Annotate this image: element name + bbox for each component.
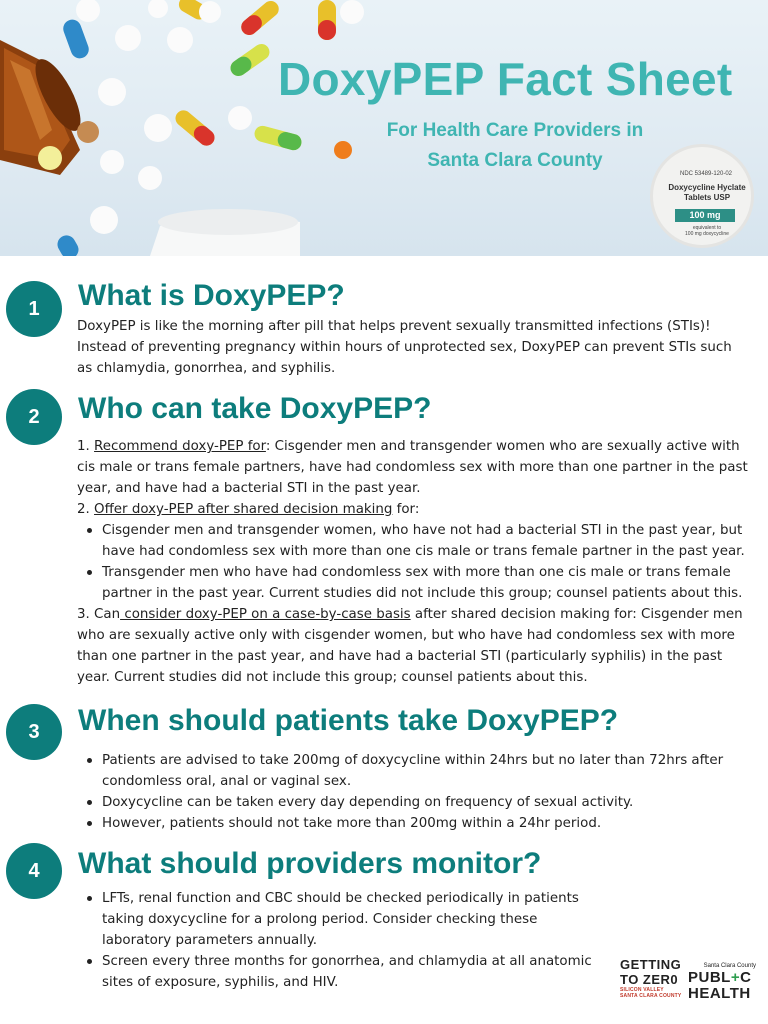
public-health-logo <box>688 962 756 1006</box>
section-3-title: When should patients take DoxyPEP? <box>78 704 619 737</box>
page-title: DoxyPEP Fact Sheet <box>278 53 733 105</box>
section-3-bullet-list <box>77 750 749 834</box>
bottle-equivalent-line-1: equivalent to <box>692 225 722 231</box>
bottle-equivalent <box>669 225 745 237</box>
gtz-line-4: SANTA CLARA COUNTY <box>620 993 682 999</box>
item-2-underlined: Offer doxy-PEP after shared decision making <box>94 502 393 517</box>
section-2-title: Who can take DoxyPEP? <box>78 392 432 425</box>
ph-county: Santa Clara County <box>703 963 756 969</box>
section-2-bullet-list <box>77 520 749 604</box>
section-4-number: 4 <box>6 843 62 899</box>
section-2-number: 2 <box>6 389 62 445</box>
gtz-line-1: GETTING <box>620 957 682 972</box>
section-1-number: 1 <box>6 281 62 337</box>
bottle-drug-name-line-1: Doxycycline Hyclate <box>668 183 746 192</box>
list-item: Screen every three months for gonorrhea, and chlamydia at all anatomic sites of exposure, syphilis, and HIV. <box>77 951 607 993</box>
tablet-icons <box>38 0 364 234</box>
gtz-line-2: TO ZER0 <box>620 972 679 987</box>
bottle-equivalent-line-2: 100 mg doxycycline <box>685 231 729 237</box>
section-4-title: What should providers monitor? <box>78 847 542 880</box>
item-3-underlined: consider doxy-PEP on a case-by-case basis <box>120 607 411 622</box>
item-3-prefix: 3. Can <box>77 607 121 622</box>
ph-health: HEALTH <box>688 985 751 1002</box>
item-2-prefix: 2. <box>77 502 95 517</box>
list-item: LFTs, renal function and CBC should be checked periodically in patients taking doxycycline for a prolong period. Consider checking these laboratory parameters annually. <box>77 888 607 951</box>
item-1-prefix: 1. <box>77 439 95 454</box>
section-2-item-2 <box>77 499 749 520</box>
list-item: Patients are advised to take 200mg of doxycycline within 24hrs but no later than 72hrs after condomless oral, anal or vaginal sex. <box>77 750 749 792</box>
section-4-body <box>77 888 607 993</box>
bottle-drug-name-line-2: Tablets USP <box>683 193 731 202</box>
ph-public-end: C <box>740 969 752 986</box>
gtz-line-3: SILICON VALLEY <box>620 987 664 993</box>
list-item: Doxycycline can be taken every day depending on frequency of sexual activity. <box>77 792 749 813</box>
item-1-text: : Cisgender men and transgender women who are sexually active with cis male or trans female partners, have had condomless sex with more than one partner in the past year, and have had a bacterial STI in the past year. <box>77 439 748 496</box>
header-banner <box>0 0 768 256</box>
list-item: Transgender men who have had condomless sex with more than one cis male or trans female partner in the past year. Current studies did not include this group; counsel patients about this. <box>77 562 749 604</box>
item-2-text: for: <box>392 502 420 517</box>
section-3-number: 3 <box>6 704 62 760</box>
bottle-dose: 100 mg <box>675 209 735 222</box>
section-1-body <box>77 316 749 379</box>
item-3-text: after shared decision making for: Cisgender men who are sexually active only with cisgender women, but who have had condomless sex with more than one partner in the past year, and have had a bacterial STI (particularly syphilis) in the past year. Current studies did not include this group; counsel patients about this. <box>77 607 743 685</box>
bottle-ndc: NDC 53489-120-02 <box>679 171 733 177</box>
section-2-item-3 <box>77 604 749 688</box>
doxycycline-bottle-label <box>650 144 754 248</box>
getting-to-zero-logo <box>620 957 682 1009</box>
subtitle-line-2: Santa Clara County <box>427 150 603 171</box>
plus-icon: + <box>730 969 741 986</box>
section-2-body <box>77 436 749 688</box>
section-4-bullet-list <box>77 888 607 993</box>
section-1-title: What is DoxyPEP? <box>78 279 345 312</box>
page-subtitle <box>345 116 685 176</box>
list-item: Cisgender men and transgender women, who have not had a bacterial STI in the past year, but have had condomless sex with more than one cis male or trans female partner in the past year. <box>77 520 749 562</box>
ph-public-start: PUBL <box>688 969 731 986</box>
section-2-item-1 <box>77 436 749 499</box>
subtitle-line-1: For Health Care Providers in <box>386 120 644 141</box>
ph-public <box>688 970 756 986</box>
section-3-body <box>77 750 749 834</box>
list-item: However, patients should not take more than 200mg within a 24hr period. <box>77 813 749 834</box>
section-1-paragraph: DoxyPEP is like the morning after pill that helps prevent sexually transmitted infections (STIs)! Instead of preventing pregnancy within hours of unprotected sex, DoxyPEP can prevent STIs such as chlamydia, gonorrhea, and syphilis. <box>77 319 732 376</box>
white-bottle-icon <box>150 209 300 256</box>
bottle-drug-name <box>665 183 749 203</box>
item-1-underlined: Recommend doxy-PEP for <box>94 439 266 454</box>
